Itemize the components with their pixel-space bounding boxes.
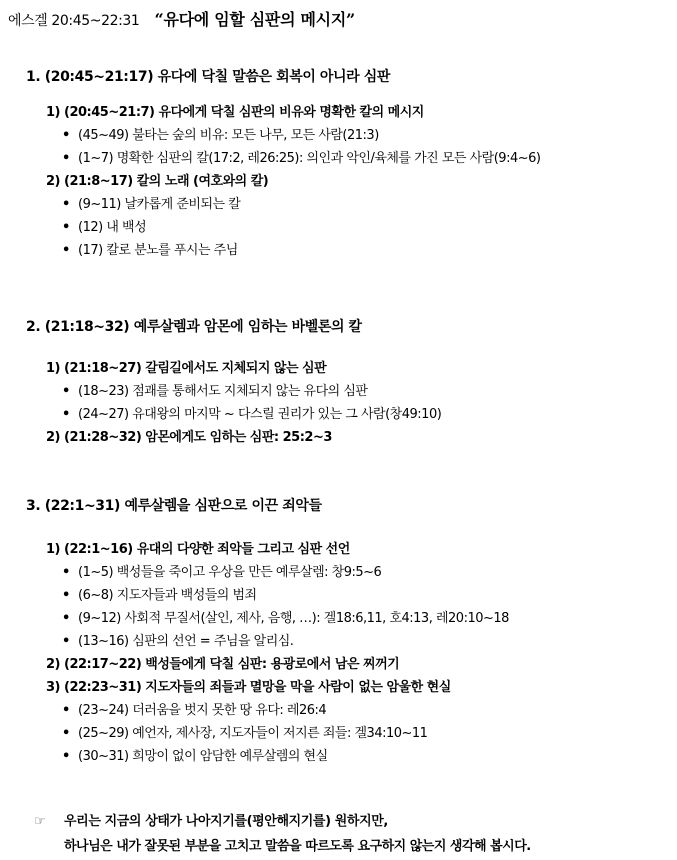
pointing-hand-icon: ☞ bbox=[34, 814, 46, 829]
list-item bbox=[62, 630, 293, 649]
bullet-icon: • bbox=[62, 634, 70, 649]
list-item-text: (30~31) 희망이 없이 암담한 예루살렘의 현실 bbox=[78, 749, 328, 764]
subsection-heading: 1) (21:18~27) 갈림길에서도 지체되지 않는 심판 bbox=[46, 361, 327, 376]
subsection-heading: 1) (20:45~21:7) 유다에게 닥칠 심판의 비유와 명확한 칼의 메시지 bbox=[46, 105, 424, 120]
list-item-text: (23~24) 더러움을 벗지 못한 땅 유다: 레26:4 bbox=[78, 703, 327, 718]
bullet-icon: • bbox=[62, 565, 70, 580]
list-item-text: (1~7) 명확한 심판의 칼(17:2, 레26:25): 의인과 악인/육체를 가진 모든 사람(9:4~6) bbox=[78, 151, 541, 166]
note-line-2: 하나님은 내가 잘못된 부분을 고치고 말씀을 따르도록 요구하지 않는지 생각해 봅시다. bbox=[64, 839, 531, 854]
page-header bbox=[8, 7, 355, 30]
section-heading: 1. (20:45~21:17) 유다에 닥칠 말씀은 회복이 아니라 심판 bbox=[26, 69, 391, 85]
bullet-icon: • bbox=[62, 384, 70, 399]
bullet-icon: • bbox=[62, 220, 70, 235]
bullet-icon: • bbox=[62, 407, 70, 422]
bullet-icon: • bbox=[62, 726, 70, 741]
list-item-text: (12) 내 백성 bbox=[78, 220, 147, 235]
subsection-heading: 2) (21:28~32) 암몬에게도 임하는 심판: 25:2~3 bbox=[46, 430, 332, 445]
bullet-icon: • bbox=[62, 151, 70, 166]
section-heading: 3. (22:1~31) 예루살렘을 심판으로 이끈 죄악들 bbox=[26, 498, 322, 514]
list-item bbox=[62, 239, 238, 258]
list-item bbox=[62, 380, 367, 399]
bullet-icon: • bbox=[62, 243, 70, 258]
section-heading: 2. (21:18~32) 예루살렘과 암몬에 임하는 바벨론의 칼 bbox=[26, 319, 362, 335]
list-item bbox=[62, 216, 146, 235]
subsection-heading: 2) (21:8~17) 칼의 노래 (여호와의 칼) bbox=[46, 174, 269, 189]
list-item-text: (18~23) 점괘를 통해서도 지체되지 않는 유다의 심판 bbox=[78, 384, 368, 399]
list-item bbox=[62, 607, 509, 626]
bullet-icon: • bbox=[62, 197, 70, 212]
list-item-text: (17) 칼로 분노를 푸시는 주님 bbox=[78, 243, 238, 258]
subsection-heading: 1) (22:1~16) 유대의 다양한 죄악들 그리고 심판 선언 bbox=[46, 542, 350, 557]
list-item-text: (25~29) 예언자, 제사장, 지도자들이 저지른 죄들: 겔34:10~11 bbox=[78, 726, 428, 741]
list-item-text: (13~16) 심판의 선언 = 주님을 알리심. bbox=[78, 634, 294, 649]
scripture-reference: 에스겔 20:45~22:31 bbox=[8, 13, 140, 29]
list-item bbox=[62, 699, 326, 718]
note-line-1: 우리는 지금의 상태가 나아지기를(평안해지기를) 원하지만, bbox=[64, 814, 388, 829]
list-item bbox=[62, 745, 328, 764]
list-item bbox=[62, 722, 427, 741]
bullet-icon: • bbox=[62, 128, 70, 143]
reflection-note bbox=[34, 810, 388, 829]
bullet-icon: • bbox=[62, 749, 70, 764]
list-item bbox=[62, 584, 257, 603]
bullet-icon: • bbox=[62, 703, 70, 718]
list-item-text: (1~5) 백성들을 죽이고 우상을 만든 예루살렘: 창9:5~6 bbox=[78, 565, 382, 580]
list-item-text: (9~11) 날카롭게 준비되는 칼 bbox=[78, 197, 241, 212]
list-item-text: (6~8) 지도자들과 백성들의 범죄 bbox=[78, 588, 257, 603]
bullet-icon: • bbox=[62, 611, 70, 626]
bullet-icon: • bbox=[62, 588, 70, 603]
list-item bbox=[62, 561, 381, 580]
list-item-text: (24~27) 유대왕의 마지막 ~ 다스릴 권리가 있는 그 사람(창49:10) bbox=[78, 407, 442, 422]
subsection-heading: 3) (22:23~31) 지도자들의 죄들과 멸망을 막을 사람이 없는 암울한 현실 bbox=[46, 680, 451, 695]
list-item bbox=[62, 403, 441, 422]
list-item-text: (45~49) 불타는 숲의 비유: 모든 나무, 모든 사람(21:3) bbox=[78, 128, 379, 143]
page-title: “유다에 임할 심판의 메시지” bbox=[154, 10, 355, 29]
list-item bbox=[62, 193, 240, 212]
list-item bbox=[62, 124, 379, 143]
list-item-text: (9~12) 사회적 무질서(살인, 제사, 음행, …): 겔18:6,11, 호4:13, 레20:10~18 bbox=[78, 611, 509, 626]
subsection-heading: 2) (22:17~22) 백성들에게 닥칠 심판: 용광로에서 남은 찌꺼기 bbox=[46, 657, 400, 672]
list-item bbox=[62, 147, 540, 166]
